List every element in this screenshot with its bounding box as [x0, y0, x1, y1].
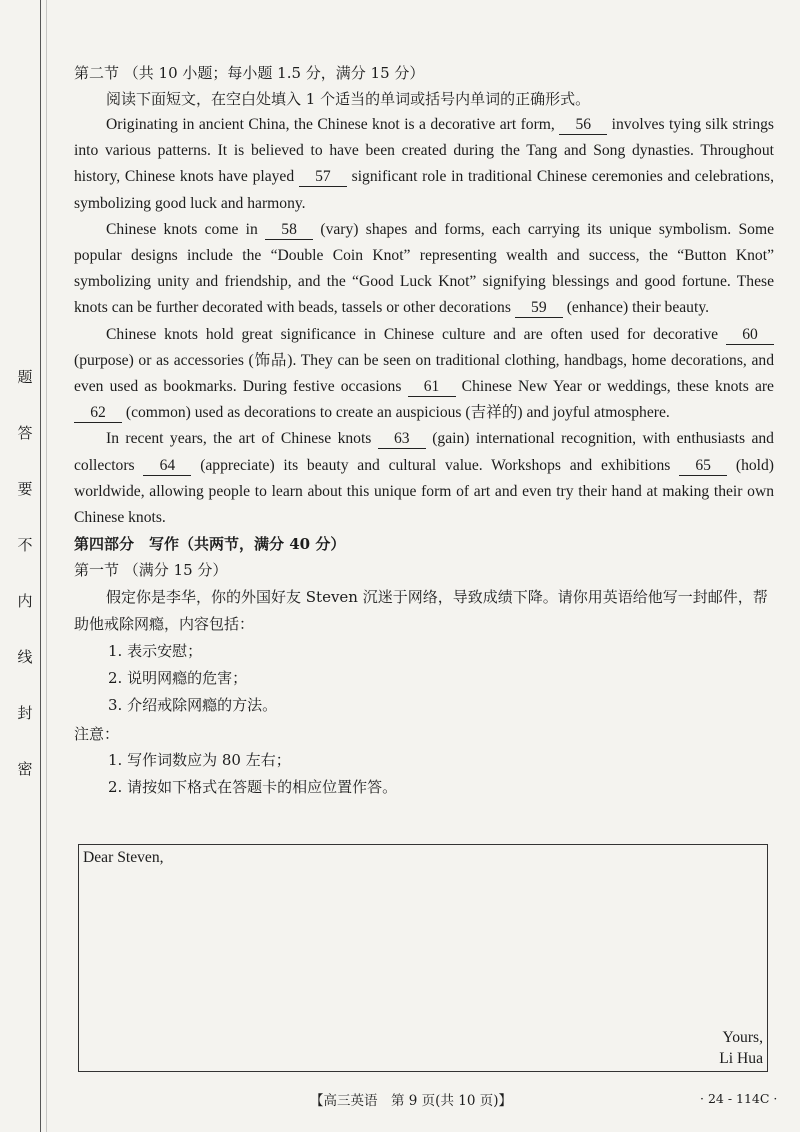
footer-page-label: 【高三英语 第 9 页(共 10 页)】	[310, 1093, 512, 1109]
passage-paragraph-3: Chinese knots hold great significance in Chinese culture and are often used for decorative 60 (purpose) or as accessories (饰品). They can be seen on traditional clothing, handbags, home decorations, and even used as bookmarks. During festive occasions 61 Chinese New Year or weddings, these knots are 62 (common) used as decorations to create an auspicious (吉祥的) and joyful atmosphere.	[74, 325, 774, 422]
blank-65[interactable]: 65	[679, 457, 727, 476]
letter-closing	[719, 1027, 763, 1069]
page-footer	[0, 1089, 800, 1113]
notes-title: 注意：	[74, 725, 120, 744]
passage-paragraph-1: Originating in ancient China, the Chinese knot is a decorative art form, 56 involves tying silk strings into various patterns. It is believed to have been created during the Tang and Song dynasties. Throughout history, Chinese knots have played 57 significant role in traditional Chinese ceremonies and celebrations, symbolizing good luck and harmony.	[74, 116, 774, 212]
margin-char: 封	[17, 704, 33, 722]
blank-56[interactable]: 56	[559, 116, 607, 135]
writing-section-title: 第一节 （满分 15 分）	[74, 561, 228, 580]
margin-char: 要	[17, 480, 33, 498]
blank-62[interactable]: 62	[74, 404, 122, 423]
blank-58[interactable]: 58	[265, 221, 313, 240]
binding-line-inner	[46, 0, 47, 1132]
part-title: 第四部分 写作（共两节，满分 40 分）	[74, 535, 346, 554]
note-item: 1. 写作词数应为 80 左右；	[108, 751, 291, 770]
binding-margin-notice	[14, 368, 36, 816]
binding-line	[40, 0, 41, 1132]
content-point: 1. 表示安慰；	[108, 642, 203, 661]
section-title: 第二节 （共 10 小题；每小题 1.5 分，满分 15 分）	[74, 64, 425, 82]
blank-60[interactable]: 60	[726, 326, 774, 345]
margin-char: 题	[17, 368, 33, 386]
margin-char: 不	[17, 536, 33, 554]
section-instruction: 阅读下面短文，在空白处填入 1 个适当的单词或括号内单词的正确形式。	[106, 90, 591, 108]
closing-word: Yours,	[722, 1029, 763, 1046]
note-item: 2. 请按如下格式在答题卡的相应位置作答。	[108, 778, 398, 797]
margin-char: 线	[17, 648, 33, 666]
blank-64[interactable]: 64	[143, 457, 191, 476]
writing-prompt: 假定你是李华，你的外国好友 Steven 沉迷于网络，导致成绩下降。请你用英语给他写一封邮件，帮助他戒除网瘾，内容包括：	[74, 588, 768, 634]
letter-answer-box[interactable]	[78, 844, 768, 1072]
signature: Li Hua	[719, 1050, 763, 1067]
margin-char: 答	[17, 424, 33, 442]
letter-salutation: Dear Steven,	[83, 849, 164, 866]
content-point: 3. 介绍戒除网瘾的方法。	[108, 696, 278, 715]
blank-59[interactable]: 59	[515, 299, 563, 318]
blank-57[interactable]: 57	[299, 168, 347, 187]
footer-exam-code: · 24 - 114C ·	[700, 1091, 778, 1106]
margin-char: 密	[17, 760, 33, 778]
blank-61[interactable]: 61	[408, 378, 456, 397]
content-point: 2. 说明网瘾的危害；	[108, 669, 248, 688]
page-content	[74, 60, 774, 801]
margin-char: 内	[17, 592, 33, 610]
passage-paragraph-2: Chinese knots come in 58 (vary) shapes and forms, each carrying its unique symbolism. Some popular designs include the “Double Coin Knot” representing wealth and success, the “Button Knot” symbolizing unity and friendship, and the “Good Luck Knot” signifying blessings and good fortune. These knots can be further decorated with beads, tassels or other decorations 59 (enhance) their beauty.	[74, 220, 774, 317]
blank-63[interactable]: 63	[378, 430, 426, 449]
passage-paragraph-4: In recent years, the art of Chinese knots 63 (gain) international recognition, with enthusiasts and collectors 64 (appreciate) its beauty and cultural value. Workshops and exhibitions 65 (hold) worldwide, allowing people to learn about this unique form of art and even try their hand at making their own Chinese knots.	[74, 430, 775, 527]
